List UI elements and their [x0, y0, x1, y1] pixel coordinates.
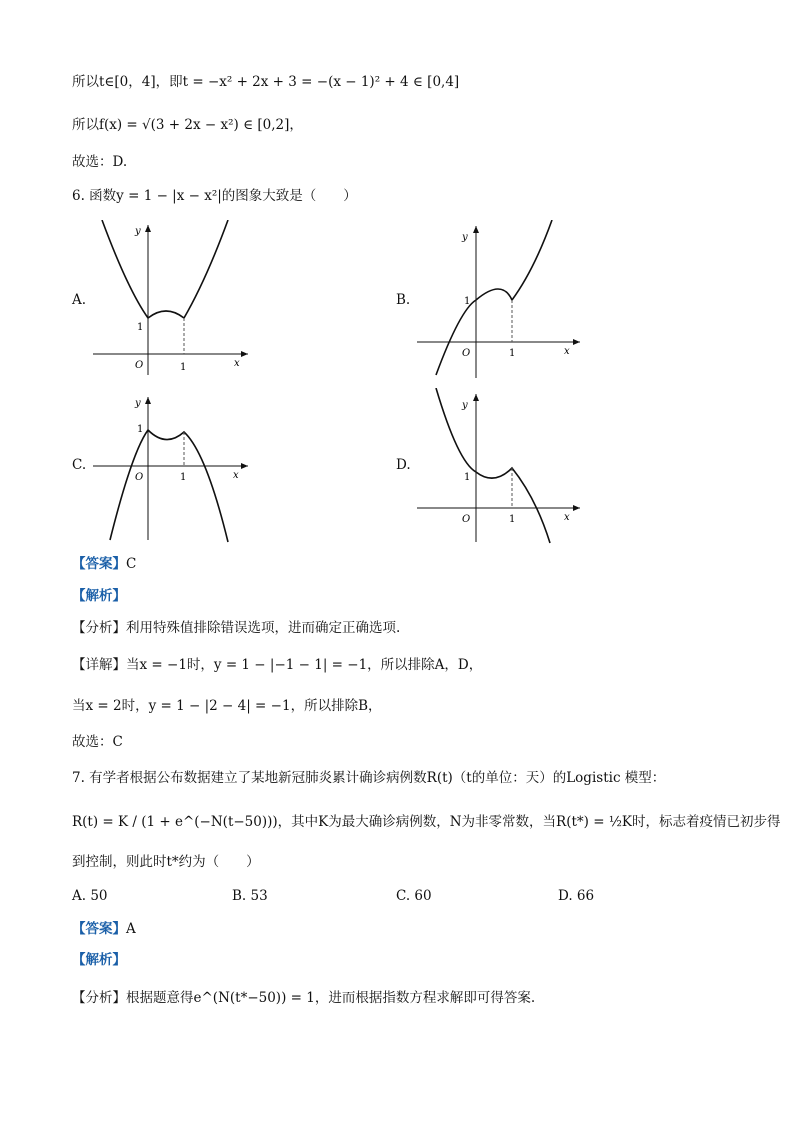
x-axis-arrow-icon [573, 505, 580, 511]
x-axis-arrow-icon [241, 463, 248, 469]
x-axis-arrow-icon [573, 339, 580, 345]
solution-6-final: 故选：C [72, 734, 123, 750]
tick-label-1-y: 1 [464, 296, 471, 307]
fenxi-6-row [72, 618, 400, 638]
answer-7-row [72, 919, 136, 939]
q7-option-d: D. 66 [558, 888, 595, 904]
y-axis-arrow-icon [473, 226, 479, 233]
analysis-6-row [72, 586, 126, 606]
xiangjie-text: 当x = −1时，y = 1 − |−1 − 1| = −1，所以排除A，D， [126, 657, 483, 673]
answer-6-row [72, 554, 136, 574]
solution-line-t-range: 所以t∈[0，4]，即t = −x² + 2x + 3 = −(x − 1)² + 4 ∈ [0,4] [72, 74, 460, 90]
origin-label: O [135, 360, 144, 371]
tick-label-1-y: 1 [464, 472, 471, 483]
curve [436, 388, 550, 543]
tick-label-1-x: 1 [509, 348, 516, 359]
curve [436, 220, 552, 375]
y-axis-arrow-icon [145, 225, 151, 232]
tick-label-1-y: 1 [137, 322, 144, 333]
tick-label-1-x: 1 [509, 514, 516, 525]
option-d-label: D. [396, 457, 411, 473]
y-axis-arrow-icon [145, 397, 151, 404]
question-7-line1: 7. 有学者根据公布数据建立了某地新冠肺炎累计确诊病例数R(t)（t的单位：天）的Logistic 模型： [72, 770, 666, 786]
analysis-tag: 【解析】 [72, 952, 126, 968]
q7-option-c: C. 60 [396, 888, 432, 904]
graph-option-d [412, 388, 587, 546]
answer-tag: 【答案】 [72, 921, 126, 937]
x-axis-arrow-icon [241, 351, 248, 357]
x-axis-label: x [564, 512, 570, 523]
fenxi-text: 利用特殊值排除错误选项，进而确定正确选项. [126, 620, 401, 636]
fenxi-7-row [72, 988, 535, 1008]
curve [110, 430, 228, 542]
y-axis-arrow-icon [473, 394, 479, 401]
analysis-7-row [72, 950, 126, 970]
xiangjie-6-row [72, 655, 482, 675]
origin-label: O [462, 348, 471, 359]
fenxi-tag: 【分析】 [72, 990, 126, 1006]
answer-value: A [126, 921, 136, 937]
x-axis-label: x [234, 358, 240, 369]
xiangjie-tag: 【详解】 [72, 657, 126, 673]
question-6-stem: 6. 函数y = 1 − |x − x²|的图象大致是（ ） [72, 188, 357, 204]
xiangjie-6-line2: 当x = 2时，y = 1 − |2 − 4| = −1，所以排除B， [72, 698, 382, 714]
solution-line-choose-d: 故选：D. [72, 154, 128, 170]
y-axis-label: y [462, 400, 468, 411]
x-axis-label: x [564, 346, 570, 357]
solution-line-f-range: 所以f(x) = √(3 + 2x − x²) ∈ [0,2]， [72, 117, 303, 133]
curve [102, 220, 228, 318]
x-axis-label: x [233, 470, 239, 481]
option-a-label: A. [72, 292, 87, 308]
analysis-tag: 【解析】 [72, 588, 126, 604]
answer-tag: 【答案】 [72, 556, 126, 572]
graph-option-b [412, 220, 587, 380]
fenxi-tag: 【分析】 [72, 620, 126, 636]
question-7-line2: R(t) = K / (1 + e^(−N(t−50)))，其中K为最大确诊病例数，N为非零常数，当R(t*) = ½K时，标志着疫情已初步得 [72, 814, 781, 830]
origin-label: O [135, 472, 144, 483]
question-7-line3: 到控制，则此时t*约为（ ） [72, 854, 260, 870]
tick-label-1-x: 1 [180, 472, 187, 483]
q7-option-b: B. 53 [232, 888, 268, 904]
y-axis-label: y [462, 232, 468, 243]
tick-label-1-x: 1 [180, 362, 187, 373]
graph-option-c [88, 392, 258, 544]
origin-label: O [462, 514, 471, 525]
y-axis-label: y [135, 398, 141, 409]
option-b-label: B. [396, 292, 411, 308]
q7-option-a: A. 50 [72, 888, 108, 904]
option-c-label: C. [72, 457, 87, 473]
fenxi-text: 根据题意得e^(N(t*−50)) = 1，进而根据指数方程求解即可得答案. [126, 990, 536, 1006]
graph-option-a [88, 220, 258, 380]
y-axis-label: y [135, 226, 141, 237]
answer-value: C [126, 556, 137, 572]
tick-label-1-y: 1 [137, 424, 144, 435]
